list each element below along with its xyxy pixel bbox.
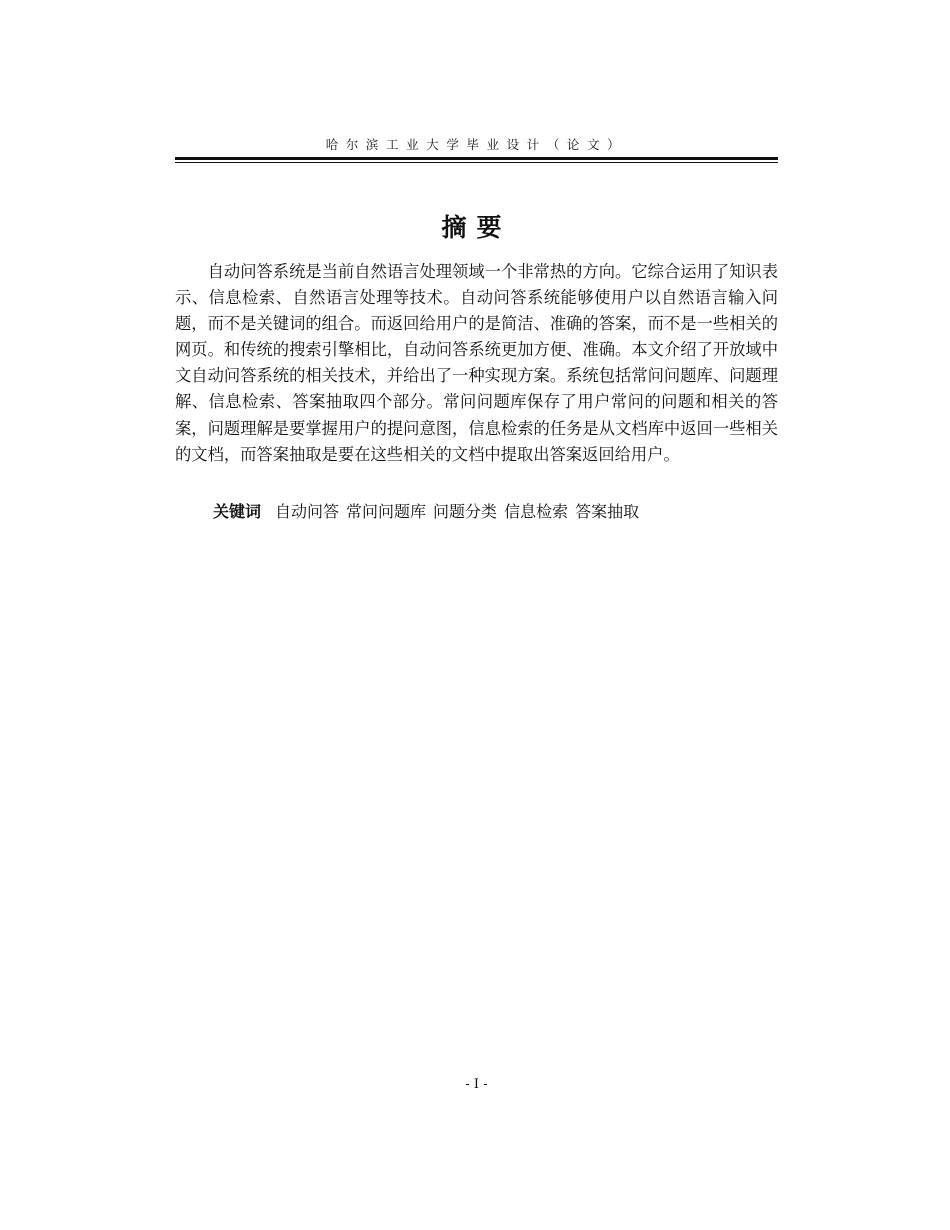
abstract-heading: 摘要 [441, 213, 512, 242]
abstract-body: 自动问答系统是当前自然语言处理领域一个非常热的方向。它综合运用了知识表示、信息检索、自然语言处理等技术。自动问答系统能够使用户以自然语言输入问题，而不是关键词的组合。而返回给用户的是简洁、准确的答案，而不是一些相关的网页。和传统的搜索引擎相比，自动问答系统更加方便、准确。本文介绍了开放域中文自动问答系统的相关技术，并给出了一种实现方案。系统包括常问问题库、问题理解、信息检索、答案抽取四个部分。常问问题库保存了用户常问的问题和相关的答案，问题理解是要掌握用户的提问意图，信息检索的任务是从文档库中返回一些相关的文档，而答案抽取是要在这些相关的文档中提取出答案返回给用户。 [175, 262, 778, 464]
keyword-item: 常问问题库 [346, 502, 427, 521]
keywords-label: 关键词 [213, 502, 262, 521]
keyword-item: 信息检索 [504, 502, 569, 521]
header-title: 哈尔滨工业大学毕业设计（论文） [325, 137, 628, 152]
header-rule-thin [175, 162, 778, 163]
page-number: - I - [465, 1077, 488, 1092]
keywords-line [213, 499, 646, 525]
keyword-item: 自动问答 [275, 502, 340, 521]
keyword-item: 问题分类 [433, 502, 498, 521]
keyword-item: 答案抽取 [575, 502, 640, 521]
header-rule-thick [175, 157, 778, 160]
